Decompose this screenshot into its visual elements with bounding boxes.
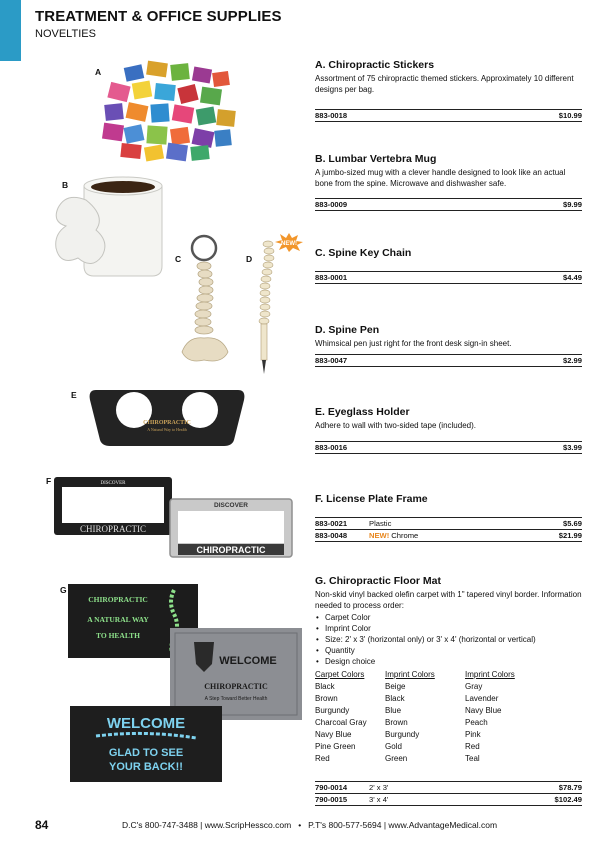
- footer-left: D.C's 800-747-3488 | www.ScripHessco.com: [122, 820, 292, 830]
- list-item: • Quantity: [315, 645, 582, 656]
- list-item: Burgundy: [315, 706, 350, 715]
- license-plate-frames-image: [52, 475, 296, 559]
- price: $102.49: [554, 795, 582, 804]
- sku-description: 3' x 4': [369, 795, 389, 804]
- sku-row: [315, 442, 582, 453]
- list-item: Pine Green: [315, 742, 356, 751]
- list-item: Blue: [385, 706, 402, 715]
- chrome-frame-bottom: CHIROPRACTIC: [196, 545, 266, 555]
- product-description: Assortment of 75 chiropractic themed stickers. Approximately 10 different designs per bag.: [315, 74, 574, 94]
- letter-b: B: [62, 180, 69, 190]
- sku-row: [315, 199, 582, 210]
- divider: [315, 805, 582, 806]
- list-item: • Size: 2' x 3' (horizontal only) or 3' x 4' (horizontal or vertical): [315, 634, 582, 645]
- divider: [315, 366, 582, 367]
- product-f: [315, 493, 582, 507]
- sku: 883-0021: [315, 519, 348, 528]
- eyeglass-imprint-sub: A Natural Way to Health: [147, 427, 187, 432]
- product-g: [315, 575, 582, 765]
- mat2-line2: CHIROPRACTIC: [204, 682, 268, 691]
- mat1-line1: CHIROPRACTIC: [88, 595, 148, 604]
- price: $4.49: [562, 273, 582, 282]
- imprint-colors-column-2: [465, 669, 540, 765]
- sku: 790-0014: [315, 783, 348, 792]
- list-item: Red: [465, 742, 480, 751]
- sku-row: [315, 355, 582, 366]
- product-e: [315, 406, 582, 431]
- divider: [315, 283, 582, 284]
- list-item: Teal: [465, 754, 480, 763]
- product-description: Non-skid vinyl backed olefin carpet with 1" tapered vinyl border. Information needed to process order:: [315, 590, 582, 610]
- footer-right: P.T's 800-577-5694 | www.AdvantageMedical.com: [308, 820, 498, 830]
- letter-a: A: [95, 67, 102, 77]
- mat2-line3: A Step Toward Better Health: [204, 696, 268, 702]
- sku: 883-0048: [315, 531, 348, 540]
- order-info-list: [315, 612, 582, 667]
- carpet-colors-column: [315, 669, 385, 765]
- sku: 883-0009: [315, 200, 348, 209]
- product-description: Whimsical pen just right for the front desk sign-in sheet.: [315, 339, 512, 348]
- column-header: Imprint Colors: [385, 670, 435, 679]
- list-item: Lavender: [465, 694, 499, 703]
- divider: [315, 453, 582, 454]
- page-title: TREATMENT & OFFICE SUPPLIES: [35, 8, 282, 25]
- list-item: Burgundy: [385, 730, 420, 739]
- new-badge-icon: [274, 232, 304, 252]
- imprint-colors-column: [385, 669, 465, 765]
- mat1-line3: TO HEALTH: [96, 631, 140, 640]
- spine-keychain-image: [178, 232, 236, 372]
- product-c: [315, 247, 582, 261]
- divider: [315, 541, 582, 542]
- product-title: B. Lumbar Vertebra Mug: [315, 153, 437, 165]
- divider: [315, 121, 582, 122]
- product-title: E. Eyeglass Holder: [315, 406, 410, 418]
- list-item: • Carpet Color: [315, 612, 582, 623]
- list-item: Pink: [465, 730, 481, 739]
- price: $78.79: [558, 783, 582, 792]
- sku: 883-0018: [315, 111, 348, 120]
- new-badge-label: NEW!: [281, 241, 297, 247]
- product-b: [315, 153, 582, 189]
- sku-description: 2' x 3': [369, 783, 389, 792]
- product-description: A jumbo-sized mug with a clever handle designed to look like an actual bone from the spine. Microwave and dishwasher safe.: [315, 168, 566, 188]
- eyeglass-holder-image: [84, 386, 250, 448]
- footer-separator: •: [298, 820, 302, 830]
- list-item: Black: [385, 694, 405, 703]
- plastic-frame-bottom: CHIROPRACTIC: [79, 524, 147, 534]
- letter-e: E: [71, 390, 77, 400]
- list-item: Brown: [315, 694, 338, 703]
- sku-description: Chrome: [391, 531, 419, 540]
- product-a: [315, 59, 582, 95]
- sku-row: [315, 110, 582, 121]
- letter-g: G: [60, 585, 67, 595]
- product-title: C. Spine Key Chain: [315, 247, 412, 259]
- sku-description: Plastic: [369, 519, 392, 528]
- list-item: Gold: [385, 742, 402, 751]
- sku: 883-0016: [315, 443, 348, 452]
- mug-image: [48, 170, 170, 280]
- list-item: Black: [315, 682, 335, 691]
- product-title: A. Chiropractic Stickers: [315, 59, 435, 71]
- mat2-line1: WELCOME: [219, 655, 277, 667]
- price: $9.99: [562, 200, 582, 209]
- stickers-image: [95, 58, 245, 163]
- letter-c: C: [175, 254, 182, 264]
- list-item: Green: [385, 754, 408, 763]
- list-item: Red: [315, 754, 330, 763]
- mat3-line2: GLAD TO SEE: [108, 747, 184, 759]
- price: $2.99: [562, 356, 582, 365]
- sku: 790-0015: [315, 795, 348, 804]
- mat3-line3: YOUR BACK!!: [109, 761, 183, 773]
- list-item: Peach: [465, 718, 488, 727]
- section-tab: [0, 0, 21, 61]
- product-title: D. Spine Pen: [315, 324, 380, 336]
- spine-pen-image: [252, 234, 302, 380]
- mat1-line2: A NATURAL WAY: [87, 615, 149, 624]
- floor-mats-image: [66, 582, 304, 784]
- product-title: F. License Plate Frame: [315, 493, 428, 505]
- column-header: Imprint Colors: [465, 670, 515, 679]
- eyeglass-imprint: CHIROPRACTIC: [143, 420, 191, 426]
- product-title: G. Chiropractic Floor Mat: [315, 575, 442, 587]
- price: $3.99: [562, 443, 582, 452]
- product-d: [315, 324, 582, 349]
- price: $21.99: [558, 531, 582, 540]
- column-header: Carpet Colors: [315, 670, 365, 679]
- footer-contact: [122, 820, 497, 830]
- list-item: • Imprint Color: [315, 623, 582, 634]
- color-table: [315, 669, 582, 765]
- plastic-frame-top: DISCOVER: [100, 481, 126, 486]
- sku-row: [315, 518, 582, 529]
- sku-row: [315, 782, 582, 793]
- product-description: Adhere to wall with two-sided tape (included).: [315, 421, 476, 430]
- price: $5.69: [562, 519, 582, 528]
- list-item: Beige: [385, 682, 406, 691]
- list-item: Navy Blue: [465, 706, 502, 715]
- mat3-line1: WELCOME: [106, 715, 186, 732]
- price: $10.99: [558, 111, 582, 120]
- list-item: Brown: [385, 718, 408, 727]
- sku-row: [315, 272, 582, 283]
- letter-f: F: [46, 476, 52, 486]
- list-item: • Design choice: [315, 656, 582, 667]
- sku: 883-0047: [315, 356, 348, 365]
- divider: [315, 210, 582, 211]
- list-item: Gray: [465, 682, 483, 691]
- list-item: Navy Blue: [315, 730, 352, 739]
- page-subtitle: NOVELTIES: [35, 28, 96, 40]
- sku-row: [315, 794, 582, 805]
- new-label: NEW!: [369, 531, 390, 540]
- page-number: 84: [35, 818, 49, 832]
- sku: 883-0001: [315, 273, 348, 282]
- letter-d: D: [246, 254, 253, 264]
- list-item: Charcoal Gray: [315, 718, 367, 727]
- sku-row: [315, 530, 582, 541]
- chrome-frame-top: DISCOVER: [214, 502, 248, 509]
